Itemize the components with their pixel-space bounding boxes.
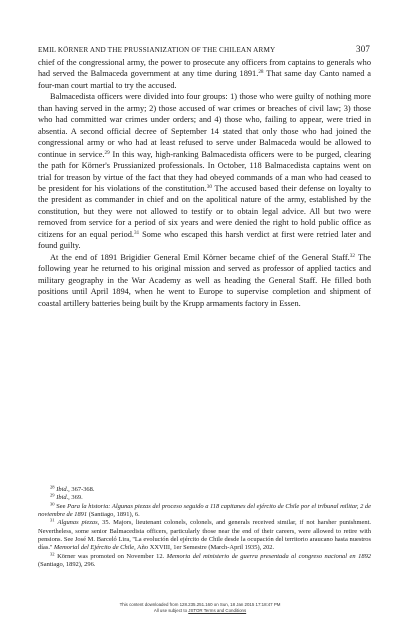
text-run: Año XXVIII, 1er Semestre (March-April 1935), 202. bbox=[135, 544, 275, 552]
italic-text: Para la historia: Algunas piezas del proceso seguido a 118 capitanes del ejército de Chile por el tribunal militar, 2 de noviembre de 1891 bbox=[38, 502, 372, 519]
running-title: EMIL KÖRNER AND THE PRUSSIANIZATION OF THE CHILEAN ARMY bbox=[38, 46, 276, 54]
footnote-text bbox=[38, 553, 371, 568]
italic-text: Ibid., bbox=[56, 486, 70, 493]
paragraph bbox=[38, 57, 371, 91]
text-run: The accused based their defense on loyalty to the president as commander in chief and on the apolitical nature of the army, established by the constitution, but they were not allowed to testify or to obtain legal advice. All but two were removed from service for a period of six years and were denied the right to hold public office as citizens for an equal period. bbox=[38, 183, 371, 239]
text-run: See bbox=[56, 502, 68, 510]
footnote-ref: 32 bbox=[349, 252, 355, 259]
text-run: Körner was promoted on November 12. bbox=[57, 552, 167, 560]
text-run: That same day Canto named a four-man court martial to try the accused. bbox=[38, 69, 371, 90]
text-run: In this way, high-ranking Balmacedista officers were to be purged, clearing the path for Körner's Prussianized professionals. In October, 118 Balmacedista captains went on trial for treason by virtue of the fact that they had obeyed commands of a man who had ceased to be president for his violations of the constitution. bbox=[38, 149, 371, 193]
text-run: 369. bbox=[69, 494, 83, 502]
footnote-text bbox=[56, 486, 94, 493]
terms-prefix: All use subject to bbox=[153, 607, 189, 613]
footer-link[interactable]: JSTOR Terms and Conditions bbox=[188, 607, 247, 613]
text-run: (Santiago, 1892), 296. bbox=[38, 561, 96, 569]
download-notice: This content downloaded from 128.235.251.160 on Sun, 18 Jan 2015 17:18:47 PM bbox=[119, 602, 281, 607]
article-body bbox=[38, 57, 371, 309]
text-run: Balmacedista officers were divided into four groups: 1) those who were guilty of nothing more than having served in the army; 2) those accused of war crimes or breaches of civil law; 3) those who had committed war crimes under orders; and 4) those who, failing to appear, were tried in absentia. A second official decree of September 14 stated that only those who had joined the congressional army or who had at least refused to serve under Balmaceda would be allowed to continue in service. bbox=[38, 92, 371, 159]
text-run: 367-368. bbox=[69, 486, 95, 493]
paragraph bbox=[38, 91, 371, 251]
footnote bbox=[38, 519, 371, 552]
text-run: chief of the congressional army, the power to prosecute any officers from captains to generals who had served the Balmaceda government at any time during 1891. bbox=[38, 58, 371, 79]
text-run: Some who escaped this harsh verdict at first were retried later and found guilty. bbox=[38, 229, 371, 251]
footnote-ref: 30 bbox=[206, 183, 212, 190]
footnote-text bbox=[38, 503, 371, 518]
footnote-number: 30 bbox=[50, 501, 55, 507]
text-run: The following year he returned to his original mission and served as professor of applied tactics and military geography in the War Academy as well as heading the General Staff. He filled both positions until April 1894, when he went to Europe to supervise completion and shipment of coastal artillery batteries being built by the Krupp armaments factory in Essen. bbox=[38, 252, 371, 308]
text-run: (Santiago, 1891), 6. bbox=[87, 511, 140, 519]
download-footer bbox=[0, 602, 400, 613]
footnote-text bbox=[56, 494, 82, 501]
footnote-number: 31 bbox=[50, 517, 55, 523]
text-run: At the end of 1891 Brigidier General Emil Körner became chief of the General Staff. bbox=[50, 252, 350, 262]
footnote-ref: 28 bbox=[258, 69, 264, 76]
footnote bbox=[38, 486, 371, 494]
text-run: 35. Majors, lieutenant colonels, colonels, and generals received similar, if not harsher punishment. Nevertheless, some senior Balmacedista officers, particularly those near the end of their careers, were allowed to retire with pensions. See José M. Barceló Lira, ''La evolución del ejército de Chile desde la ocupación del territorio araucano hasta nuestros días.'' bbox=[38, 519, 371, 552]
footnote-ref: 29 bbox=[104, 149, 110, 156]
footnote-number: 29 bbox=[50, 492, 55, 498]
paragraph bbox=[38, 252, 371, 309]
footnote bbox=[38, 503, 371, 520]
footnote-text bbox=[38, 519, 371, 551]
italic-text: Algunas piezas, bbox=[57, 519, 100, 527]
footnotes bbox=[38, 486, 371, 569]
italic-text: Ibid., bbox=[56, 494, 70, 502]
footnote bbox=[38, 553, 371, 570]
footnote bbox=[38, 494, 371, 502]
running-head bbox=[38, 44, 370, 54]
terms-line bbox=[0, 608, 400, 614]
footnote-number: 28 bbox=[50, 484, 55, 490]
page-number: 307 bbox=[356, 44, 370, 54]
italic-text: Memorial del Ejército de Chile, bbox=[53, 544, 136, 552]
footnote-number: 32 bbox=[50, 551, 55, 557]
footnote-ref: 31 bbox=[134, 229, 140, 236]
italic-text: Memoria del ministerio de guerra presentada al congreso nacional en 1892 bbox=[166, 552, 372, 560]
